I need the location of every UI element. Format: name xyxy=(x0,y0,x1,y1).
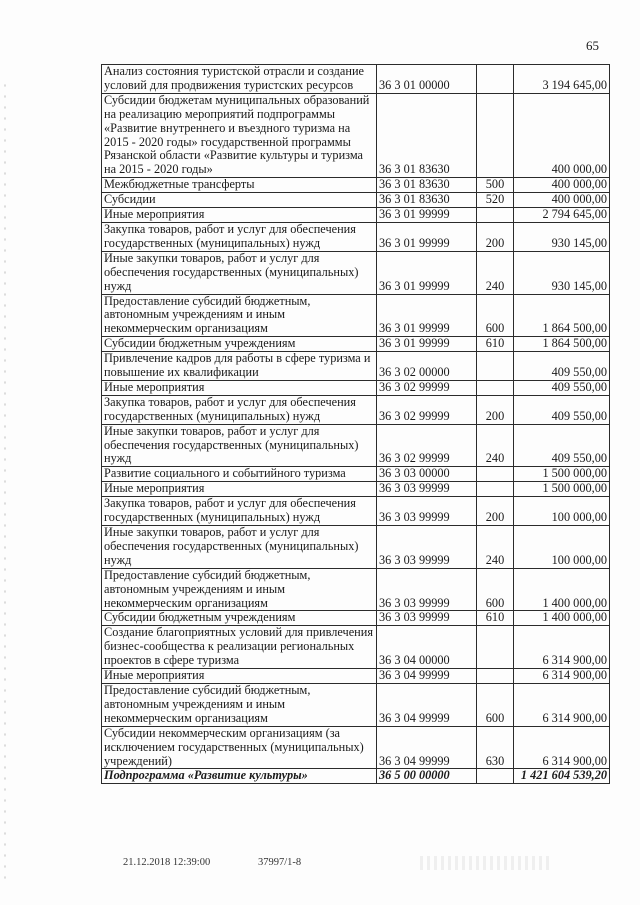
footer-datetime: 21.12.2018 12:39:00 xyxy=(123,857,211,868)
cell-vr: 200 xyxy=(477,222,514,251)
cell-code: 36 5 00 00000 xyxy=(377,769,477,784)
cell-amount: 400 000,00 xyxy=(514,93,610,177)
table-row xyxy=(102,251,610,294)
cell-code: 36 3 04 99999 xyxy=(377,683,477,726)
cell-name: Субсидии некоммерческим организациям (за исключением государственных (муниципальных) учреждений) xyxy=(102,726,377,769)
cell-vr xyxy=(477,467,514,482)
cell-amount: 1 864 500,00 xyxy=(514,337,610,352)
cell-name: Субсидии бюджетным учреждениям xyxy=(102,337,377,352)
table-row xyxy=(102,178,610,193)
cell-code: 36 3 02 99999 xyxy=(377,380,477,395)
cell-code: 36 3 03 99999 xyxy=(377,568,477,611)
table-row xyxy=(102,380,610,395)
footer-doc-id: 37997/1-8 xyxy=(258,857,302,868)
cell-amount: 409 550,00 xyxy=(514,380,610,395)
cell-vr: 520 xyxy=(477,193,514,208)
cell-amount: 3 194 645,00 xyxy=(514,65,610,94)
cell-amount: 1 400 000,00 xyxy=(514,611,610,626)
table-row-total xyxy=(102,769,610,784)
budget-table xyxy=(101,64,610,784)
cell-vr xyxy=(477,352,514,381)
cell-name: Предоставление субсидий бюджетным, автономным учреждениям и иным некоммерческим организациям xyxy=(102,568,377,611)
cell-amount: 409 550,00 xyxy=(514,424,610,467)
cell-code: 36 3 04 00000 xyxy=(377,626,477,669)
cell-name: Иные закупки товаров, работ и услуг для обеспечения государственных (муниципальных) нужд xyxy=(102,424,377,467)
cell-amount: 1 500 000,00 xyxy=(514,467,610,482)
cell-code: 36 3 03 99999 xyxy=(377,611,477,626)
table-row xyxy=(102,568,610,611)
cell-name: Иные мероприятия xyxy=(102,208,377,223)
faint-stamp-text xyxy=(420,856,550,870)
cell-name: Иные мероприятия xyxy=(102,669,377,684)
cell-amount: 400 000,00 xyxy=(514,193,610,208)
cell-name: Предоставление субсидий бюджетным, автономным учреждениям и иным некоммерческим организациям xyxy=(102,294,377,337)
page-number: 65 xyxy=(586,38,599,53)
cell-code: 36 3 01 99999 xyxy=(377,337,477,352)
cell-code: 36 3 01 99999 xyxy=(377,294,477,337)
cell-vr xyxy=(477,669,514,684)
cell-vr xyxy=(477,626,514,669)
cell-amount: 409 550,00 xyxy=(514,395,610,424)
cell-amount: 409 550,00 xyxy=(514,352,610,381)
cell-name: Анализ состояния туристской отрасли и создание условий для продвижения туристских ресурсов xyxy=(102,65,377,94)
table-row xyxy=(102,726,610,769)
cell-vr xyxy=(477,93,514,177)
cell-amount: 1 500 000,00 xyxy=(514,482,610,497)
cell-amount: 100 000,00 xyxy=(514,497,610,526)
cell-code: 36 3 03 99999 xyxy=(377,526,477,569)
table-row xyxy=(102,337,610,352)
binding-margin-dots xyxy=(2,80,8,880)
cell-vr: 630 xyxy=(477,726,514,769)
table-row xyxy=(102,352,610,381)
cell-amount: 100 000,00 xyxy=(514,526,610,569)
cell-vr xyxy=(477,769,514,784)
cell-vr: 600 xyxy=(477,294,514,337)
cell-code: 36 3 04 99999 xyxy=(377,726,477,769)
table-row xyxy=(102,497,610,526)
cell-code: 36 3 01 83630 xyxy=(377,93,477,177)
table-row xyxy=(102,467,610,482)
cell-vr: 500 xyxy=(477,178,514,193)
cell-vr: 600 xyxy=(477,568,514,611)
cell-name: Создание благоприятных условий для привлечения бизнес-сообщества к реализации региональных проектов в сфере туризма xyxy=(102,626,377,669)
cell-amount: 6 314 900,00 xyxy=(514,626,610,669)
cell-amount: 2 794 645,00 xyxy=(514,208,610,223)
cell-name: Подпрограмма «Развитие культуры» xyxy=(102,769,377,784)
table-row xyxy=(102,683,610,726)
cell-name: Привлечение кадров для работы в сфере туризма и повышение их квалификации xyxy=(102,352,377,381)
table-row xyxy=(102,294,610,337)
table-row xyxy=(102,526,610,569)
cell-code: 36 3 01 83630 xyxy=(377,178,477,193)
cell-name: Закупка товаров, работ и услуг для обеспечения государственных (муниципальных) нужд xyxy=(102,497,377,526)
cell-code: 36 3 03 99999 xyxy=(377,482,477,497)
table-row xyxy=(102,222,610,251)
cell-vr: 200 xyxy=(477,395,514,424)
cell-name: Субсидии бюджетным учреждениям xyxy=(102,611,377,626)
cell-name: Закупка товаров, работ и услуг для обеспечения государственных (муниципальных) нужд xyxy=(102,222,377,251)
cell-vr: 240 xyxy=(477,424,514,467)
cell-name: Иные мероприятия xyxy=(102,380,377,395)
cell-code: 36 3 03 99999 xyxy=(377,497,477,526)
cell-name: Иные закупки товаров, работ и услуг для обеспечения государственных (муниципальных) нужд xyxy=(102,526,377,569)
table-row xyxy=(102,208,610,223)
cell-vr: 610 xyxy=(477,337,514,352)
cell-vr: 600 xyxy=(477,683,514,726)
table-row xyxy=(102,93,610,177)
table-row xyxy=(102,482,610,497)
cell-amount: 930 145,00 xyxy=(514,222,610,251)
cell-amount: 1 864 500,00 xyxy=(514,294,610,337)
cell-vr: 200 xyxy=(477,497,514,526)
cell-amount: 1 400 000,00 xyxy=(514,568,610,611)
cell-name: Субсидии xyxy=(102,193,377,208)
cell-code: 36 3 02 99999 xyxy=(377,424,477,467)
cell-code: 36 3 02 00000 xyxy=(377,352,477,381)
cell-amount: 930 145,00 xyxy=(514,251,610,294)
cell-vr: 240 xyxy=(477,251,514,294)
cell-vr xyxy=(477,482,514,497)
cell-code: 36 3 01 99999 xyxy=(377,222,477,251)
cell-name: Иные закупки товаров, работ и услуг для обеспечения государственных (муниципальных) нужд xyxy=(102,251,377,294)
cell-vr: 610 xyxy=(477,611,514,626)
cell-code: 36 3 01 99999 xyxy=(377,251,477,294)
cell-code: 36 3 01 83630 xyxy=(377,193,477,208)
cell-name: Закупка товаров, работ и услуг для обеспечения государственных (муниципальных) нужд xyxy=(102,395,377,424)
cell-code: 36 3 04 99999 xyxy=(377,669,477,684)
cell-amount: 6 314 900,00 xyxy=(514,669,610,684)
cell-amount: 400 000,00 xyxy=(514,178,610,193)
table-row xyxy=(102,65,610,94)
cell-code: 36 3 02 99999 xyxy=(377,395,477,424)
cell-name: Межбюджетные трансферты xyxy=(102,178,377,193)
cell-name: Развитие социального и событийного туризма xyxy=(102,467,377,482)
cell-vr xyxy=(477,65,514,94)
cell-code: 36 3 01 00000 xyxy=(377,65,477,94)
cell-vr: 240 xyxy=(477,526,514,569)
table-row xyxy=(102,395,610,424)
cell-code: 36 3 03 00000 xyxy=(377,467,477,482)
table-row xyxy=(102,611,610,626)
cell-vr xyxy=(477,208,514,223)
table-row xyxy=(102,669,610,684)
cell-name: Иные мероприятия xyxy=(102,482,377,497)
cell-vr xyxy=(477,380,514,395)
cell-amount: 6 314 900,00 xyxy=(514,683,610,726)
cell-amount: 6 314 900,00 xyxy=(514,726,610,769)
cell-name: Субсидии бюджетам муниципальных образований на реализацию мероприятий подпрограммы «Развитие внутреннего и въездного туризма на 2015 - 2020 годы» государственной программы Рязанской области «Развитие культуры и туризма на 2015 - 2020 годы» xyxy=(102,93,377,177)
table-row xyxy=(102,193,610,208)
cell-code: 36 3 01 99999 xyxy=(377,208,477,223)
cell-amount: 1 421 604 539,20 xyxy=(514,769,610,784)
cell-name: Предоставление субсидий бюджетным, автономным учреждениям и иным некоммерческим организациям xyxy=(102,683,377,726)
table-row xyxy=(102,626,610,669)
table-row xyxy=(102,424,610,467)
